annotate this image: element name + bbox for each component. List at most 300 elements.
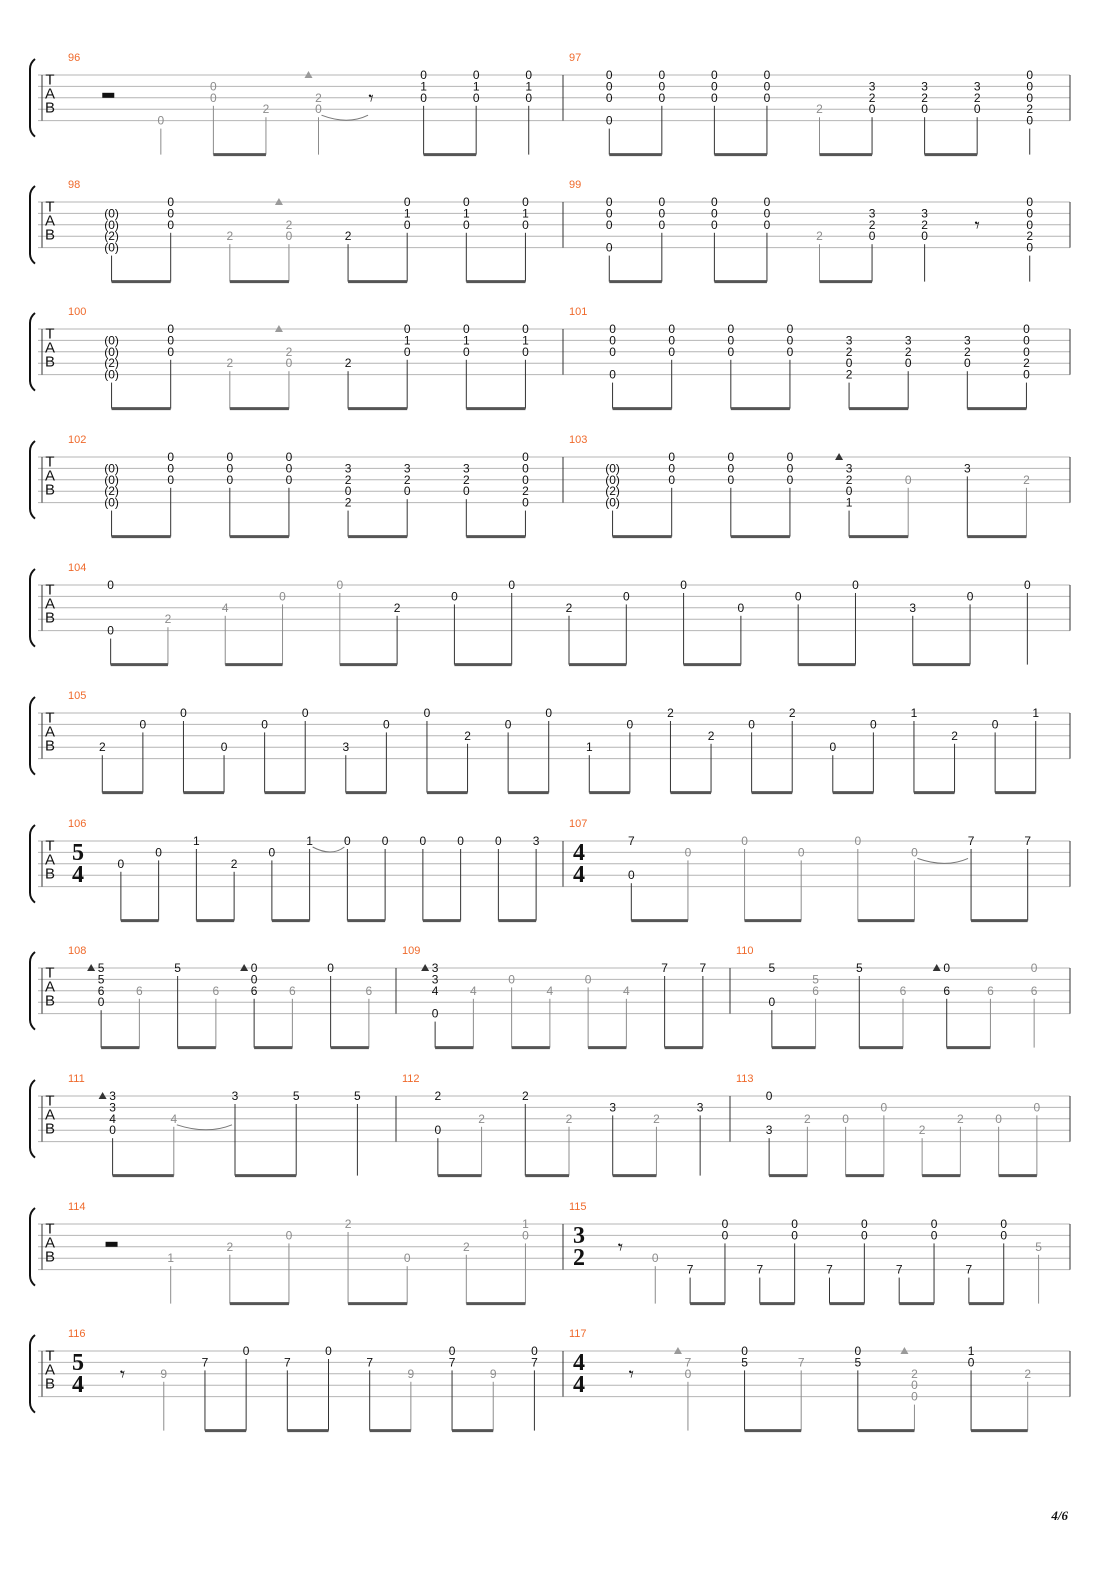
- fret-number: 0: [870, 717, 877, 732]
- fret-number: 0: [911, 1378, 918, 1393]
- system-bracket: [30, 952, 35, 1030]
- fret-number: 6: [899, 983, 907, 998]
- fret-number: 0: [167, 206, 175, 221]
- measure-number: 115: [569, 1201, 587, 1213]
- tab-letter-t: T: [45, 453, 55, 471]
- fret-number: (0): [104, 240, 119, 255]
- tab-letter-t: T: [45, 71, 55, 89]
- fret-number: 0: [797, 845, 805, 860]
- fret-number: 0: [711, 217, 718, 232]
- system-3: [30, 306, 1070, 409]
- fret-number: 0: [336, 578, 344, 592]
- fret-number: 6: [136, 983, 143, 998]
- tab-letter-b: B: [44, 609, 56, 627]
- fret-number: 0: [167, 461, 175, 476]
- time-signature-top: 5: [72, 840, 84, 866]
- measure-number: 116: [68, 1328, 86, 1340]
- tab-letter-t: T: [45, 1092, 55, 1110]
- fret-number: 2: [845, 472, 853, 487]
- fret-number: 3: [342, 740, 350, 755]
- measure-number: 117: [569, 1328, 587, 1340]
- fret-number: 0: [167, 472, 175, 487]
- fret-number: 4: [546, 983, 554, 998]
- tab-letter-t: T: [45, 1347, 55, 1365]
- measure-number: 102: [68, 434, 87, 446]
- measure-number: 105: [68, 690, 87, 702]
- fret-number: 0: [472, 90, 480, 105]
- system-bracket: [30, 313, 35, 391]
- fret-number: 0: [403, 484, 411, 499]
- measure-number: 106: [68, 818, 87, 830]
- fret-number: 0: [786, 333, 794, 348]
- fret-number: 3: [904, 333, 912, 348]
- tab-letter-b: B: [44, 353, 56, 371]
- fret-number: 0: [966, 589, 974, 604]
- fret-number: 0: [943, 961, 951, 975]
- fret-number: 0: [1030, 961, 1038, 975]
- fret-number: 1: [522, 206, 529, 221]
- fret-number: 0: [829, 740, 837, 755]
- fret-number: 0: [930, 1228, 938, 1243]
- fret-number: 4: [431, 983, 439, 998]
- eighth-rest: 𝄾: [368, 85, 374, 110]
- fret-number: 1: [420, 79, 427, 94]
- fret-number: 0: [711, 68, 718, 82]
- fret-number: 2: [344, 472, 352, 487]
- fret-number: 0: [522, 461, 529, 476]
- fret-number: 0: [522, 1228, 529, 1243]
- tie-curve: [917, 858, 968, 863]
- fret-number: 0: [431, 1006, 439, 1021]
- fret-number: 0: [930, 1217, 938, 1231]
- tab-letter-b: B: [44, 481, 56, 499]
- fret-number: 6: [1030, 983, 1038, 998]
- tab-letter-a: A: [44, 85, 56, 103]
- fret-number: 0: [522, 344, 529, 359]
- fret-number: 0: [1026, 206, 1034, 221]
- fret-number: 1: [306, 834, 313, 848]
- system-6: [30, 690, 1070, 793]
- tab-letter-t: T: [45, 837, 55, 855]
- fret-number: 4: [470, 983, 477, 998]
- tab-letter-b: B: [44, 99, 56, 117]
- fret-number: 0: [727, 322, 735, 336]
- fret-number: 2: [816, 229, 823, 244]
- measure-number: 97: [569, 52, 582, 64]
- fret-number: 2: [522, 484, 529, 499]
- measure-number: 101: [569, 306, 588, 318]
- fret-number: 0: [880, 1100, 888, 1115]
- page-number: 4/6: [1051, 1508, 1068, 1523]
- fret-number: 0: [167, 217, 175, 232]
- fret-number: 0: [861, 1228, 868, 1243]
- fret-number: 7: [684, 1355, 692, 1370]
- fret-number: 0: [791, 1217, 798, 1231]
- fret-number: 2: [403, 472, 411, 487]
- fret-number: 7: [967, 834, 975, 848]
- eighth-rest: 𝄾: [974, 212, 980, 237]
- measure-number: 98: [68, 179, 81, 191]
- time-signature-bottom: 4: [573, 862, 585, 888]
- fret-number: 0: [786, 344, 794, 359]
- fret-number: 0: [1023, 322, 1030, 336]
- fret-number: 0: [763, 79, 771, 94]
- fret-number: 6: [987, 983, 994, 998]
- fret-number: 1: [525, 79, 533, 94]
- fret-number: 0: [668, 450, 676, 464]
- fret-number: 0: [1026, 113, 1034, 128]
- tie-curve: [322, 115, 369, 120]
- fret-number: 0: [786, 461, 794, 476]
- fret-number: 3: [532, 834, 540, 848]
- fret-number: 0: [462, 344, 470, 359]
- fret-number: 2: [521, 1089, 529, 1103]
- fret-number: 0: [680, 578, 687, 592]
- fret-number: (2): [605, 484, 620, 499]
- fret-number: 0: [242, 1344, 250, 1358]
- fret-number: 4: [623, 983, 630, 998]
- fret-number: 0: [658, 206, 666, 221]
- fret-number: 0: [344, 834, 351, 848]
- fret-number: 0: [522, 322, 529, 336]
- fret-number: 5: [812, 972, 819, 987]
- fret-number: 2: [951, 728, 958, 743]
- fret-number: 2: [921, 217, 928, 232]
- fret-number: 0: [420, 68, 427, 82]
- fret-number: 0: [167, 344, 175, 359]
- fret-number: 5: [854, 1355, 862, 1370]
- fret-number: 2: [478, 1111, 485, 1126]
- fret-number: 1: [585, 740, 593, 755]
- fret-number: 0: [97, 995, 105, 1010]
- fret-number: 0: [711, 195, 718, 209]
- tab-letter-t: T: [45, 1220, 55, 1238]
- fret-number: 4: [221, 600, 229, 615]
- fret-number: 0: [167, 333, 175, 348]
- fret-number: 0: [765, 1089, 773, 1103]
- fret-number: 0: [727, 472, 735, 487]
- system-bracket: [30, 1208, 35, 1286]
- fret-number: 0: [668, 461, 676, 476]
- eighth-rest: 𝄾: [119, 1361, 126, 1386]
- fret-number: 0: [1026, 68, 1034, 82]
- fret-number: 3: [462, 461, 470, 476]
- fret-number: 0: [763, 68, 771, 82]
- fret-number: 0: [845, 484, 853, 499]
- fret-number: 2: [667, 706, 674, 720]
- fret-number: 0: [854, 1344, 862, 1358]
- fret-number: 7: [965, 1262, 973, 1277]
- system-bracket: [30, 186, 35, 264]
- eighth-rest: 𝄾: [617, 1234, 624, 1259]
- tab-letter-b: B: [44, 1248, 56, 1266]
- measure-number: 113: [736, 1073, 754, 1085]
- fret-number: 0: [658, 79, 666, 94]
- fret-number: 0: [904, 472, 912, 487]
- fret-number: 5: [768, 961, 776, 975]
- half-rest: [102, 93, 114, 98]
- fret-number: 0: [845, 356, 853, 371]
- fret-number: 0: [508, 972, 515, 987]
- fret-number: 0: [325, 1344, 332, 1358]
- fret-number: 0: [525, 90, 533, 105]
- fret-number: 1: [403, 206, 411, 221]
- fret-number: 2: [565, 1111, 573, 1126]
- fret-number: 4: [109, 1111, 116, 1126]
- fret-number: 0: [1026, 90, 1034, 105]
- system-4: [30, 434, 1070, 537]
- fret-number: 0: [508, 578, 516, 592]
- fret-number: 2: [1026, 102, 1034, 117]
- fret-number: 6: [212, 983, 220, 998]
- system-bracket: [30, 697, 35, 775]
- fret-number: 0: [226, 461, 234, 476]
- fret-number: 0: [220, 740, 228, 755]
- fret-number: 1: [1032, 706, 1040, 720]
- fret-number: 0: [210, 79, 217, 94]
- fret-number: 0: [794, 589, 802, 604]
- fret-number: 0: [921, 229, 928, 244]
- fret-number: 0: [741, 834, 748, 848]
- fret-number: 2: [845, 367, 853, 382]
- fret-number: 7: [797, 1355, 805, 1370]
- fret-number: 0: [504, 717, 512, 732]
- tab-letter-b: B: [44, 1120, 56, 1138]
- fret-number: 0: [727, 344, 735, 359]
- fret-number: 0: [522, 495, 529, 510]
- fret-number: (2): [104, 356, 119, 371]
- fret-number: 0: [1023, 367, 1030, 382]
- time-signature-bottom: 2: [573, 1245, 585, 1271]
- tab-letter-a: A: [44, 978, 56, 996]
- fret-number: 0: [545, 706, 553, 720]
- fret-number: 0: [1000, 1228, 1008, 1243]
- fret-number: 7: [895, 1262, 903, 1277]
- system-9: [30, 1073, 1070, 1176]
- fret-number: 5: [354, 1089, 361, 1103]
- system-10: [30, 1201, 1070, 1304]
- fret-number: 0: [763, 206, 771, 221]
- fret-number: 7: [699, 961, 707, 975]
- fret-number: 1: [472, 79, 480, 94]
- tab-letter-b: B: [44, 737, 56, 755]
- tab-letter-a: A: [44, 212, 56, 230]
- fret-number: 3: [765, 1123, 773, 1138]
- fret-number: 0: [522, 195, 529, 209]
- tab-letter-a: A: [44, 1361, 56, 1379]
- fret-number: 1: [167, 1251, 175, 1266]
- fret-number: 0: [381, 834, 389, 848]
- fret-number: 2: [315, 90, 322, 105]
- fret-number: 2: [653, 1111, 660, 1126]
- fret-number: 0: [658, 217, 666, 232]
- tab-letter-t: T: [45, 964, 55, 982]
- system-8: [30, 945, 1070, 1048]
- tab-letter-t: T: [45, 581, 55, 599]
- fret-number: 3: [963, 461, 971, 476]
- fret-number: 2: [344, 356, 352, 371]
- tab-letter-t: T: [45, 709, 55, 727]
- fret-number: 0: [315, 102, 322, 117]
- tab-letter-a: A: [44, 1234, 56, 1252]
- fret-number: 0: [451, 589, 458, 604]
- fret-number: 0: [285, 1228, 293, 1243]
- fret-number: 0: [973, 102, 981, 117]
- fret-number: 2: [904, 344, 912, 359]
- fret-number: 0: [721, 1217, 729, 1231]
- fret-number: 2: [868, 90, 876, 105]
- half-rest: [106, 1242, 118, 1247]
- fret-number: 0: [911, 845, 918, 860]
- fret-number: 0: [462, 322, 470, 336]
- fret-number: 0: [107, 623, 114, 638]
- fret-number: 2: [707, 728, 715, 743]
- tab-letter-b: B: [44, 865, 56, 883]
- fret-number: 0: [403, 344, 411, 359]
- fret-number: 0: [684, 1366, 692, 1381]
- fret-number: 2: [226, 229, 234, 244]
- fret-number: 0: [921, 102, 928, 117]
- fret-number: 0: [226, 450, 234, 464]
- fret-number: 0: [727, 450, 735, 464]
- fret-number: 0: [868, 229, 876, 244]
- fret-number: 0: [651, 1251, 659, 1266]
- fret-number: 0: [279, 589, 286, 604]
- fret-number: 0: [403, 1251, 411, 1266]
- system-bracket: [30, 1080, 35, 1158]
- measure-number: 112: [402, 1073, 420, 1085]
- fret-number: 0: [403, 195, 411, 209]
- fret-number: 0: [854, 834, 862, 848]
- tab-letter-a: A: [44, 467, 56, 485]
- fret-number: 0: [139, 717, 147, 732]
- fret-number: 3: [696, 1100, 704, 1115]
- measure-number: 108: [68, 945, 87, 957]
- fret-number: 0: [522, 450, 529, 464]
- fret-number: 0: [786, 322, 794, 336]
- tab-letter-t: T: [45, 198, 55, 216]
- system-11: [30, 1328, 1070, 1431]
- measure-number: 99: [569, 179, 582, 191]
- system-1: [30, 52, 1070, 155]
- fret-number: 2: [816, 102, 823, 117]
- fret-number: 7: [283, 1355, 291, 1370]
- fret-number: 0: [791, 1228, 798, 1243]
- fret-number: 3: [431, 961, 439, 975]
- fret-number: 0: [457, 834, 464, 848]
- fret-number: 0: [763, 195, 771, 209]
- fret-number: 0: [1023, 344, 1030, 359]
- fret-number: 9: [407, 1366, 415, 1381]
- fret-number: 0: [462, 195, 470, 209]
- system-bracket: [30, 1335, 35, 1413]
- fret-number: 0: [226, 472, 234, 487]
- fret-number: 0: [423, 706, 431, 720]
- fret-number: 5: [741, 1355, 748, 1370]
- fret-number: 7: [366, 1355, 374, 1370]
- fret-number: 0: [155, 845, 162, 860]
- fret-number: 2: [285, 217, 293, 232]
- fret-number: 0: [285, 472, 293, 487]
- fret-number: 0: [763, 90, 771, 105]
- fret-number: 2: [344, 229, 352, 244]
- system-bracket: [30, 825, 35, 903]
- measure-number: 114: [68, 1201, 86, 1213]
- fret-number: 3: [609, 1100, 617, 1115]
- fret-number: 0: [861, 1217, 868, 1231]
- fret-number: 2: [230, 856, 238, 871]
- fret-number: 0: [626, 717, 634, 732]
- fret-number: 0: [1026, 217, 1034, 232]
- fret-number: 0: [1026, 79, 1034, 94]
- fret-number: 0: [522, 217, 529, 232]
- fret-number: 0: [995, 1111, 1002, 1126]
- fret-number: 0: [627, 868, 635, 883]
- fret-number: 0: [605, 79, 613, 94]
- fret-number: 0: [727, 461, 735, 476]
- fret-number: 4: [170, 1111, 178, 1126]
- fret-number: 0: [605, 195, 613, 209]
- fret-number: 2: [973, 90, 981, 105]
- fret-number: 0: [462, 484, 470, 499]
- fret-number: 0: [403, 217, 411, 232]
- fret-number: 1: [522, 333, 529, 348]
- fret-number: 0: [668, 472, 676, 487]
- fret-number: 0: [117, 856, 125, 871]
- fret-number: 0: [1026, 195, 1034, 209]
- measure-number: 104: [68, 562, 87, 574]
- fret-number: 0: [522, 472, 529, 487]
- fret-number: 6: [365, 983, 373, 998]
- measure-number: 103: [569, 434, 588, 446]
- fret-number: (2): [104, 229, 119, 244]
- tab-letter-a: A: [44, 1106, 56, 1124]
- fret-number: (0): [104, 344, 119, 359]
- fret-number: 0: [605, 113, 613, 128]
- fret-number: 7: [661, 961, 668, 975]
- fret-number: 0: [786, 472, 794, 487]
- tab-letter-a: A: [44, 851, 56, 869]
- fret-number: 0: [167, 450, 175, 464]
- fret-number: 0: [605, 217, 613, 232]
- fret-number: 3: [431, 972, 439, 987]
- fret-number: 0: [786, 450, 794, 464]
- fret-number: 1: [522, 1217, 529, 1231]
- system-bracket: [30, 441, 35, 519]
- fret-number: 2: [462, 472, 470, 487]
- fret-number: 0: [668, 322, 676, 336]
- fret-number: 2: [344, 495, 352, 510]
- fret-number: 2: [164, 612, 172, 627]
- measure-number: 110: [736, 945, 754, 957]
- time-signature-bottom: 4: [72, 1372, 84, 1398]
- fret-number: 0: [157, 113, 165, 128]
- fret-number: (0): [605, 472, 620, 487]
- measure-number: 107: [569, 818, 588, 830]
- fret-number: 6: [943, 983, 951, 998]
- fret-number: 0: [963, 356, 971, 371]
- fret-number: 0: [842, 1111, 849, 1126]
- fret-number: 2: [788, 706, 796, 720]
- fret-number: 0: [748, 717, 755, 732]
- fret-number: 7: [756, 1262, 764, 1277]
- fret-number: 0: [605, 68, 613, 82]
- fret-number: 0: [383, 717, 390, 732]
- fret-number: 0: [285, 461, 293, 476]
- system-5: [30, 562, 1070, 665]
- fret-number: 0: [605, 90, 613, 105]
- fret-number: 0: [420, 90, 427, 105]
